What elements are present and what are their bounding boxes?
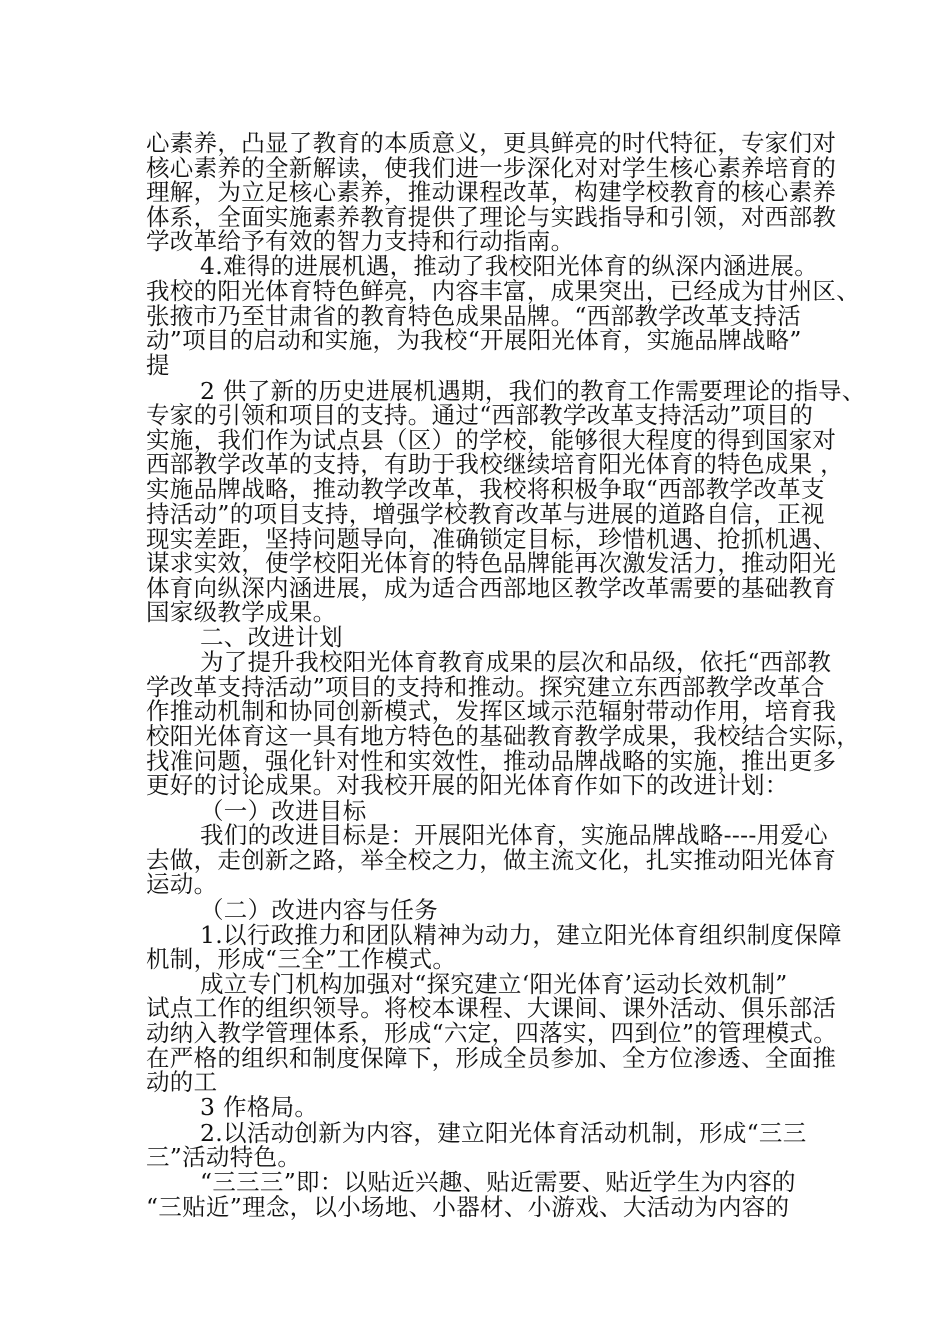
text-line: 核心素养的全新解读，使我们进一步深化对对学生核心素养培育的: [146, 154, 837, 182]
text-line: 学改革给予有效的智力支持和行动指南。: [146, 227, 575, 255]
text-line: 3 作格局。: [200, 1093, 319, 1121]
text-line: 为了提升我校阳光体育教育成果的层次和品级，依托“西部教: [200, 648, 832, 676]
text-line: 校阳光体育这一具有地方特色的基础教育教学成果，我校结合实际，: [146, 722, 860, 750]
text-line: 理解，为立足核心素养，推动课程改革，构建学校教育的核心素养: [146, 178, 837, 206]
text-line: 谋求实效，使学校阳光体育的特色品牌能再次激发活力，推动阳光: [146, 549, 837, 577]
text-line: 动”项目的启动和实施，为我校“开展阳光体育，实施品牌战略”: [146, 326, 802, 354]
text-line: 动纳入教学管理体系，形成“六定，四落实，四到位”的管理模式。: [146, 1019, 838, 1047]
text-line: 张掖市乃至甘肃省的教育特色成果品牌。“西部教学改革支持活: [146, 302, 801, 330]
text-line: 现实差距，坚持问题导向，准确锁定目标，珍惜机遇、抢抓机遇、: [146, 525, 837, 553]
text-line: 实施，我们作为试点县（区）的学校，能够很大程度的得到国家对: [146, 426, 837, 454]
text-line: 运动。: [146, 870, 218, 898]
text-line: 我们的改进目标是：开展阳光体育，实施品牌战略----用爱心: [200, 821, 828, 849]
text-line: （一）改进目标: [200, 797, 367, 825]
text-line: （二）改进内容与任务: [200, 896, 438, 924]
text-line: 学改革支持活动”项目的支持和推动。探究建立东西部教学改革合: [146, 673, 825, 701]
text-line: 更好的讨论成果。对我校开展的阳光体育作如下的改进计划：: [146, 771, 789, 799]
text-line: 二、改进计划: [200, 623, 343, 651]
text-line: 机制，形成“三全”工作模式。: [146, 945, 457, 973]
text-line: 4.难得的进展机遇，推动了我校阳光体育的纵深内涵进展。: [200, 252, 819, 280]
text-line: 2 供了新的历史进展机遇期，我们的教育工作需要理论的指导、: [200, 377, 866, 405]
text-line: 国家级教学成果。: [146, 598, 337, 626]
text-line: 动的工: [146, 1068, 218, 1096]
text-line: 体育向纵深内涵进展，成为适合西部地区教学改革需要的基础教育: [146, 574, 837, 602]
text-line: 我校的阳光体育特色鲜亮，内容丰富，成果突出，已经成为甘州区、: [146, 277, 860, 305]
text-line: 西部教学改革的支持，有助于我校继续培育阳光体育的特色成果 ，: [146, 450, 844, 478]
text-line: 试点工作的组织领导。将校本课程、大课间、课外活动、俱乐部活: [146, 994, 837, 1022]
text-line: 三”活动特色。: [146, 1143, 302, 1171]
text-line: 实施品牌战略，推动教学改革，我校将积极争取“西部教学改革支: [146, 475, 825, 503]
text-line: 找准问题，强化针对性和实效性，推动品牌战略的实施，推出更多: [146, 747, 837, 775]
text-line: 体系，全面实施素养教育提供了理论与实践指导和引领，对西部教: [146, 203, 837, 231]
text-line: 心素养，凸显了教育的本质意义，更具鲜亮的时代特征，专家们对: [146, 129, 837, 157]
text-line: 持活动”的项目支持，增强学校教育改革与进展的道路自信，正视: [146, 500, 825, 528]
text-line: 在严格的组织和制度保障下，形成全员参加、全方位渗透、全面推: [146, 1044, 837, 1072]
text-line: “三贴近”理念，以小场地、小器材、小游戏、大活动为内容的: [146, 1193, 790, 1221]
text-line: 1.以行政推力和团队精神为动力，建立阳光体育组织制度保障: [200, 921, 842, 949]
text-line: 成立专门机构加强对“探究建立‘阳光体育’运动长效机制”: [200, 970, 788, 998]
text-line: 2.以活动创新为内容，建立阳光体育活动机制，形成“三三: [200, 1119, 807, 1147]
text-line: 去做，走创新之路，举全校之力，做主流文化，扎实推动阳光体育: [146, 846, 837, 874]
text-line: 提: [146, 351, 170, 379]
text-line: “三三三”即：以贴近兴趣、贴近需要、贴近学生为内容的: [200, 1168, 796, 1196]
text-line: 作推动机制和协同创新模式，发挥区域示范辐射带动作用，培育我: [146, 697, 837, 725]
text-line: 专家的引领和项目的支持。通过“西部教学改革支持活动”项目的: [146, 401, 814, 429]
